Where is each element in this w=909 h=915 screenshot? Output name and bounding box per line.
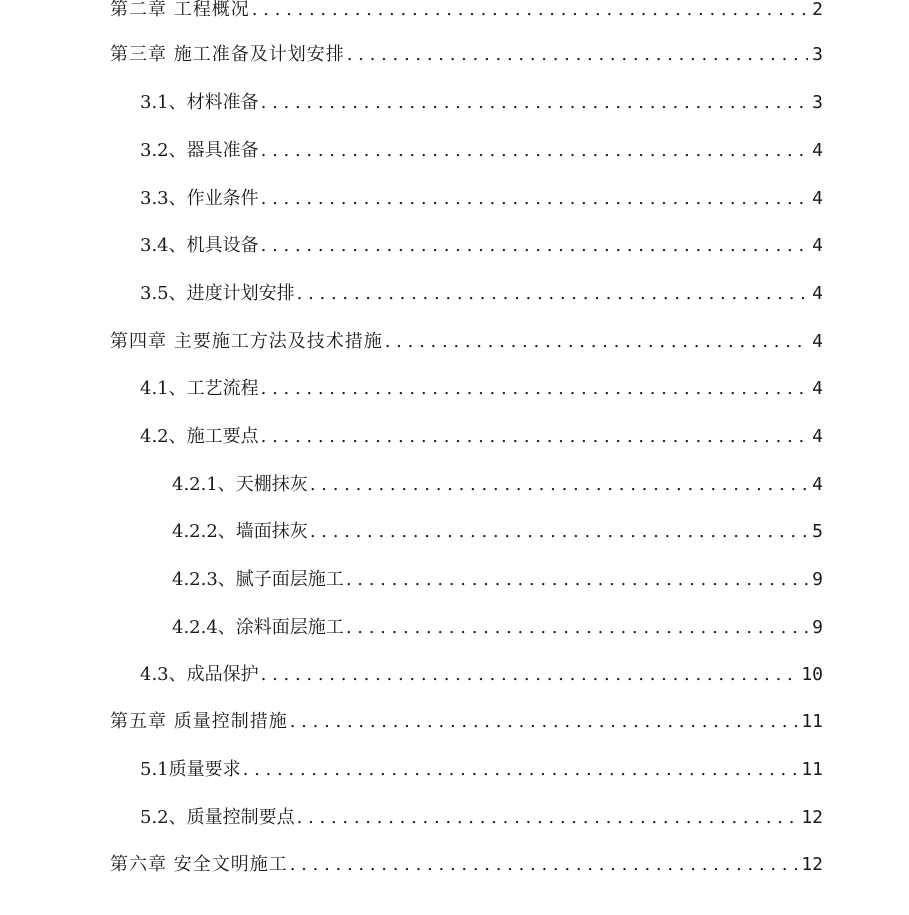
toc-dot-leader <box>310 519 808 545</box>
toc-page-number: 5 <box>812 521 823 542</box>
toc-entry-3-4[interactable] <box>140 233 823 259</box>
toc-entry-4-2-2[interactable] <box>172 519 823 545</box>
toc-page-number: 3 <box>812 92 823 113</box>
toc-entry-label: 第三章 施工准备及计划安排 <box>110 44 345 65</box>
toc-entry-chapter-2[interactable] <box>110 0 823 23</box>
toc-entry-label: 5.2、质量控制要点 <box>140 807 295 828</box>
toc-entry-label: 4.3、成品保护 <box>140 664 259 685</box>
toc-page-number: 4 <box>812 140 823 161</box>
toc-dot-leader <box>310 472 808 498</box>
toc-page-number: 4 <box>812 188 823 209</box>
toc-dot-leader <box>252 0 808 23</box>
toc-entry-chapter-3[interactable] <box>110 42 823 68</box>
toc-dot-leader <box>243 757 798 783</box>
toc-entry-3-5[interactable] <box>140 281 823 307</box>
toc-entry-label: 5.1质量要求 <box>140 759 241 780</box>
toc-dot-leader <box>261 233 809 259</box>
toc-dot-leader <box>346 615 808 641</box>
toc-page-number: 11 <box>801 759 823 780</box>
toc-page-number: 4 <box>812 426 823 447</box>
toc-entry-label: 3.3、作业条件 <box>140 188 259 209</box>
toc-entry-3-2[interactable] <box>140 138 823 164</box>
toc-dot-leader <box>261 424 809 450</box>
toc-page-number: 11 <box>801 711 823 732</box>
toc-entry-label: 4.1、工艺流程 <box>140 378 259 399</box>
toc-page-number: 4 <box>812 474 823 495</box>
toc-entry-label: 3.4、机具设备 <box>140 235 259 256</box>
toc-entry-4-1[interactable] <box>140 376 823 402</box>
toc-dot-leader <box>261 90 809 116</box>
toc-page-number: 10 <box>801 664 823 685</box>
toc-entry-4-2[interactable] <box>140 424 823 450</box>
toc-page-number: 4 <box>812 283 823 304</box>
toc-entry-4-3[interactable] <box>140 662 823 688</box>
toc-dot-leader <box>385 329 808 355</box>
toc-entry-label: 4.2.2、墙面抹灰 <box>172 521 308 542</box>
toc-entry-chapter-5[interactable] <box>110 709 823 735</box>
toc-dot-leader <box>290 852 798 878</box>
toc-entry-label: 3.2、器具准备 <box>140 140 259 161</box>
toc-entry-label: 第四章 主要施工方法及技术措施 <box>110 331 383 352</box>
toc-entry-label: 4.2.3、腻子面层施工 <box>172 569 344 590</box>
toc-dot-leader <box>297 805 798 831</box>
toc-dot-leader <box>261 662 798 688</box>
toc-entry-4-2-4[interactable] <box>172 615 823 641</box>
toc-entry-label: 第六章 安全文明施工 <box>110 854 288 875</box>
toc-page-number: 3 <box>812 44 823 65</box>
toc-entry-chapter-4[interactable] <box>110 329 823 355</box>
toc-entry-label: 第二章 工程概况 <box>110 0 250 20</box>
toc-page-number: 2 <box>812 0 823 20</box>
toc-page-number: 4 <box>812 235 823 256</box>
toc-entry-5-1[interactable] <box>140 757 823 783</box>
toc-entry-label: 3.1、材料准备 <box>140 92 259 113</box>
toc-entry-3-3[interactable] <box>140 186 823 212</box>
toc-entry-4-2-1[interactable] <box>172 472 823 498</box>
toc-entry-label: 4.2.1、天棚抹灰 <box>172 474 308 495</box>
toc-entry-label: 4.2、施工要点 <box>140 426 259 447</box>
toc-entry-chapter-6[interactable] <box>110 852 823 878</box>
toc-dot-leader <box>346 567 808 593</box>
toc-page-number: 12 <box>801 854 823 875</box>
toc-entry-label: 3.5、进度计划安排 <box>140 283 295 304</box>
toc-entry-4-2-3[interactable] <box>172 567 823 593</box>
toc-page-number: 9 <box>812 617 823 638</box>
toc-dot-leader <box>347 42 808 68</box>
toc-dot-leader <box>297 281 809 307</box>
toc-page-number: 9 <box>812 569 823 590</box>
toc-dot-leader <box>261 376 809 402</box>
toc-dot-leader <box>261 138 809 164</box>
toc-dot-leader <box>261 186 809 212</box>
toc-entry-label: 第五章 质量控制措施 <box>110 711 288 732</box>
toc-page-number: 4 <box>812 378 823 399</box>
toc-entry-5-2[interactable] <box>140 805 823 831</box>
toc-entry-label: 4.2.4、涂料面层施工 <box>172 617 344 638</box>
toc-page-number: 4 <box>812 331 823 352</box>
toc-entry-3-1[interactable] <box>140 90 823 116</box>
toc-dot-leader <box>290 709 798 735</box>
toc-page-number: 12 <box>801 807 823 828</box>
